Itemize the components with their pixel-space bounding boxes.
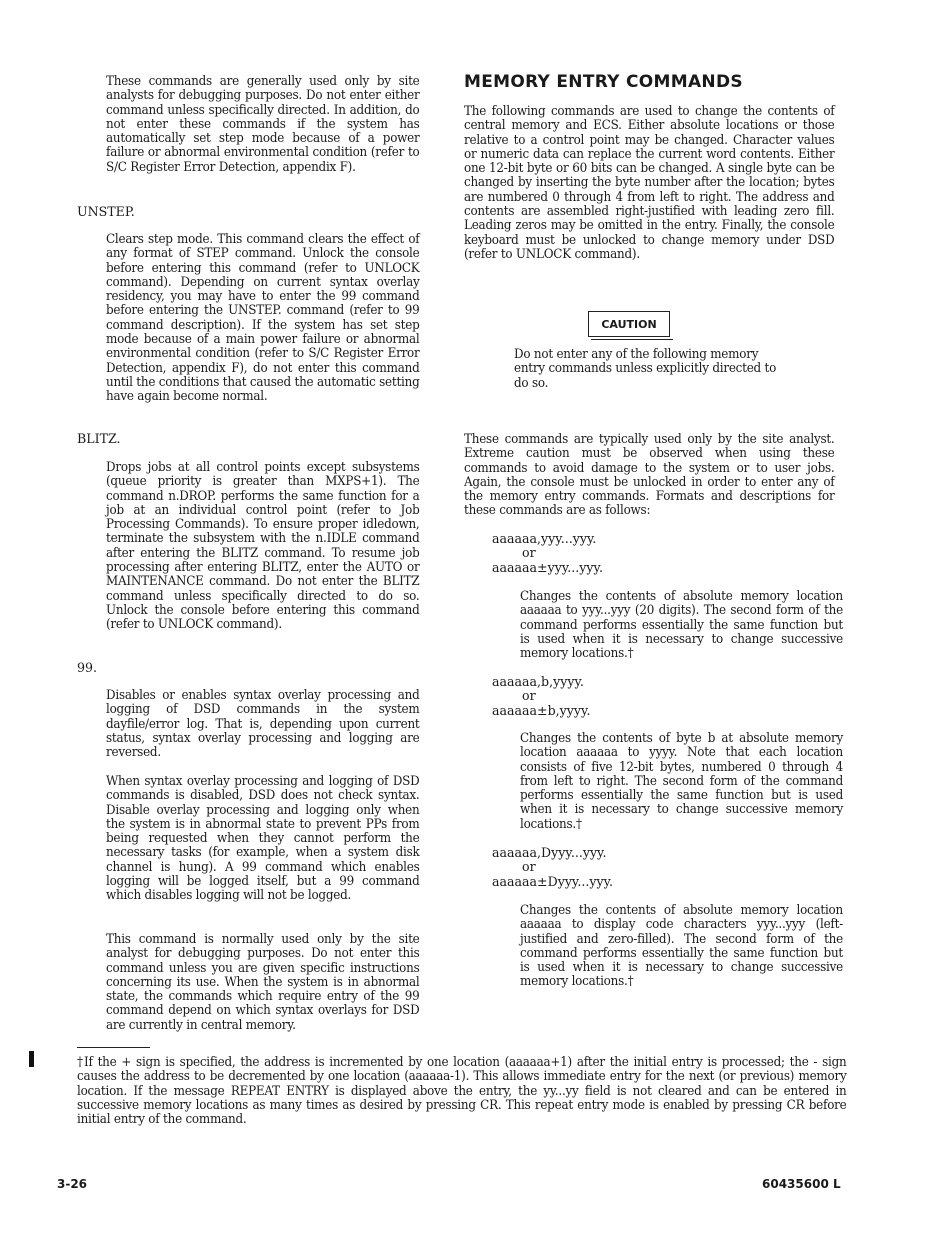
caution-label: CAUTION <box>601 317 657 331</box>
format-3-alt-syntax: aaaaaa±Dyyy...yyy. <box>492 873 614 889</box>
memory-entry-intro: The following commands are used to change the contents of central memory and ECS. Either absolute locations or those relative to a control point may be changed. Character values or numeric data can replace the current word contents. Either one 12-bit byte or 60 bits can be changed. A single byte can be changed by inserting the byte number after the location; bytes are numbered 0 through 4 from left to right. The address and contents are assembled right-justified with leading zero fill. Leading zeros may be omitted in the entry. Finally, the console keyboard must be unlocked to change memory under DSD (refer to UNLOCK command). <box>464 103 835 261</box>
command-99-paragraph-3: This command is normally used only by the site analyst for debugging purposes. Do not enter this command unless you are given specific instructions concerning its use. When the system is in abnormal state, the commands which require entry of the 99 command depend on which syntax overlays for DSD are currently in central memory. <box>106 931 420 1032</box>
document-number: 60435600 L <box>762 1177 841 1191</box>
format-3-description: Changes the contents of absolute memory location aaaaaa to display code characters yyy...yyy (left-justified and zero-filled). The second form of the command performs essentially the same function but is used when it is necessary to change successive memory locations.† <box>520 902 843 989</box>
caution-box <box>588 311 670 337</box>
caution-text: Do not enter any of the following memory entry commands unless explicitly directed to do so. <box>514 346 777 390</box>
format-3 <box>492 846 613 889</box>
format-1 <box>492 532 603 575</box>
command-99-paragraph-2: When syntax overlay processing and logging of DSD commands is disabled, DSD does not check syntax. Disable overlay processing and logging only when the system is in abnormal state to prevent PPs from being requested when they cannot perform the necessary tasks (for example, when a system disk channel is hung). A 99 command which enables logging will be logged itself, but a 99 command which disables logging will not be logged. <box>106 773 420 903</box>
footnote-rule <box>77 1047 150 1048</box>
or-label: or <box>522 688 536 704</box>
command-99-heading: 99. <box>77 660 98 675</box>
command-99-paragraph-1: Disables or enables syntax overlay processing and logging of DSD commands in the system dayfile/error log. That is, depending upon current status, syntax overlay processing and logging are reversed. <box>106 687 420 760</box>
memory-entry-paragraph-2: These commands are typically used only by the site analyst. Extreme caution must be observed when using these commands to avoid damage to the system or to user jobs. Again, the console must be unlocked in order to enter any of the memory entry commands. Formats and descriptions for these commands are as follows: <box>464 431 835 518</box>
format-2 <box>492 675 590 718</box>
format-3-syntax: aaaaaa,Dyyy...yyy. <box>492 845 607 860</box>
format-1-syntax: aaaaaa,yyy...yyy. <box>492 531 597 546</box>
section-title: MEMORY ENTRY COMMANDS <box>464 72 743 92</box>
page-number: 3-26 <box>57 1177 88 1191</box>
change-bar <box>29 1051 34 1067</box>
blitz-description: Drops jobs at all control points except subsystems (queue priority is greater than MXPS+1). The command n.DROP. performs the same function for a job at an individual control point (refer to Job Processing Commands). To ensure proper idledown, terminate the subsystem with the n.IDLE command after entering the BLITZ command. To resume job processing after entering BLITZ, enter the AUTO or MAINTENANCE command. Do not enter the BLITZ command unless specifically directed to do so. Unlock the console before entering this command (refer to UNLOCK command). <box>106 459 420 632</box>
format-1-description: Changes the contents of absolute memory location aaaaaa to yyy...yyy (20 digits). The second form of the command performs essentially the same function but is used when it is necessary to change successive memory locations.† <box>520 588 843 661</box>
format-2-syntax: aaaaaa,b,yyyy. <box>492 674 584 689</box>
format-2-alt-syntax: aaaaaa±b,yyyy. <box>492 702 591 718</box>
blitz-heading: BLITZ. <box>77 431 121 446</box>
or-label: or <box>522 545 536 561</box>
footnote: †If the + sign is specified, the address is incremented by one location (aaaaaa+1) after the initial entry is processed; the - sign causes the address to be decremented by one location (aaaaaa-1). This allows immediate entry for the next (or previous) memory location. If the message REPEAT ENTRY is displayed above the entry, the yy...yy field is not cleared and can be entered in successive memory locations as many times as desired by pressing CR. This repeat entry mode is enabled by pressing CR before initial entry of the command. <box>77 1054 847 1127</box>
format-1-alt-syntax: aaaaaa±yyy...yyy. <box>492 559 603 575</box>
unstep-description: Clears step mode. This command clears the effect of any format of STEP command. Unlock the console before entering this command (refer to UNLOCK command). Depending on current syntax overlay residency, you may have to enter the 99 command before entering the UNSTEP. command (refer to 99 command description). If the system has set step mode because of a main power failure or abnormal environmental condition (refer to S/C Register Error Detection, appendix F), do not enter this command until the conditions that caused the automatic setting have again become normal. <box>106 231 420 404</box>
unstep-heading: UNSTEP. <box>77 204 135 219</box>
format-2-description: Changes the contents of byte b at absolute memory location aaaaaa to yyyy. Note that each location consists of five 12-bit bytes, numbered 0 through 4 from left to right. The second form of the command performs essentially the same function but is used when it is necessary to change successive memory locations.† <box>520 730 843 831</box>
or-label: or <box>522 859 536 875</box>
intro-paragraph: These commands are generally used only by site analysts for debugging purposes. Do not enter either command unless specifically directed. In addition, do not enter these commands if the system has automatically set step mode because of a power failure or abnormal environmental condition (refer to S/C Register Error Detection, appendix F). <box>106 73 420 174</box>
